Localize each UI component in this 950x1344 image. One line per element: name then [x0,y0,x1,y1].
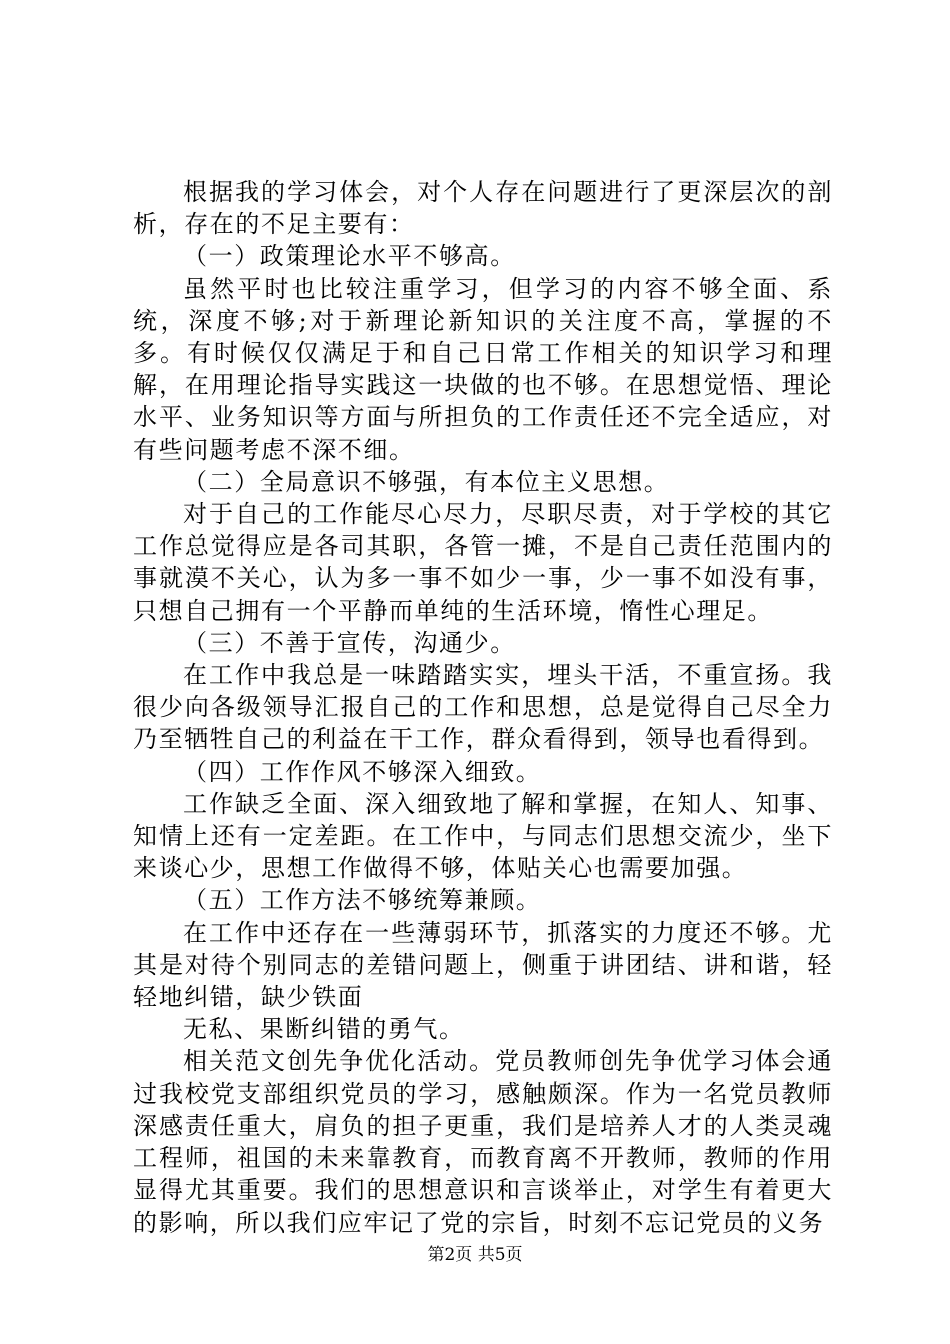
paragraph-section-1: 虽然平时也比较注重学习，但学习的内容不够全面、系统，深度不够;对于新理论新知识的关注度不高，掌握的不多。有时候仅仅满足于和自己日常工作相关的知识学习和理解，在用理论指导实践这一块做的也不够。在思想觉悟、理论水平、业务知识等方面与所担负的工作责任还不完全适应，对有些问题考虑不深不细。 [133,274,833,464]
heading-section-1: （一）政策理论水平不够高。 [183,242,516,271]
paragraph-section-5: 在工作中还存在一些薄弱环节，抓落实的力度还不够。尤其是对待个别同志的差错问题上，侧重于讲团结、讲和谐，轻轻地纠错，缺少铁面 [133,918,833,1012]
heading-section-4: （四）工作作风不够深入细致。 [183,757,542,786]
heading-section-5: （五）工作方法不够统筹兼顾。 [183,886,542,915]
heading-section-3: （三）不善于宣传，沟通少。 [183,628,516,657]
heading-section-2: （二）全局意识不够强，有本位主义思想。 [183,467,670,496]
page-number-footer: 第2页 共5页 [427,1245,523,1265]
paragraph-section-2: 对于自己的工作能尽心尽力，尽职尽责，对于学校的其它工作总觉得应是各司其职，各管一摊，不是自己责任范围内的事就漠不关心，认为多一事不如少一事，少一事不如没有事，只想自己拥有一个平静而单纯的生活环境，惰性心理足。 [133,500,833,625]
paragraph-related-essay: 相关范文创先争优化活动。党员教师创先争优学习体会通过我校党支部组织党员的学习，感触颇深。作为一名党员教师深感责任重大，肩负的担子更重，我们是培养人才的人类灵魂工程师，祖国的未来靠教育，而教育离不开教师，教师的作用显得尤其重要。我们的思想意识和言谈举止，对学生有着更大的影响，所以我们应牢记了党的宗旨，时刻不忘记党员的义务 [133,1047,833,1237]
paragraph-section-3: 在工作中我总是一味踏踏实实，埋头干活，不重宣扬。我很少向各级领导汇报自己的工作和思想，总是觉得自己尽全力乃至牺牲自己的利益在干工作，群众看得到，领导也看得到。 [133,661,833,754]
document-body [133,176,833,1239]
paragraph-section-5-continued: 无私、果断纠错的勇气。 [183,1015,465,1044]
paragraph-intro: 根据我的学习体会，对个人存在问题进行了更深层次的剖析，存在的不足主要有： [133,178,833,239]
paragraph-section-4: 工作缺乏全面、深入细致地了解和掌握，在知人、知事、知情上还有一定差距。在工作中，与同志们思想交流少，坐下来谈心少，思想工作做得不够，体贴关心也需要加强。 [133,789,833,883]
